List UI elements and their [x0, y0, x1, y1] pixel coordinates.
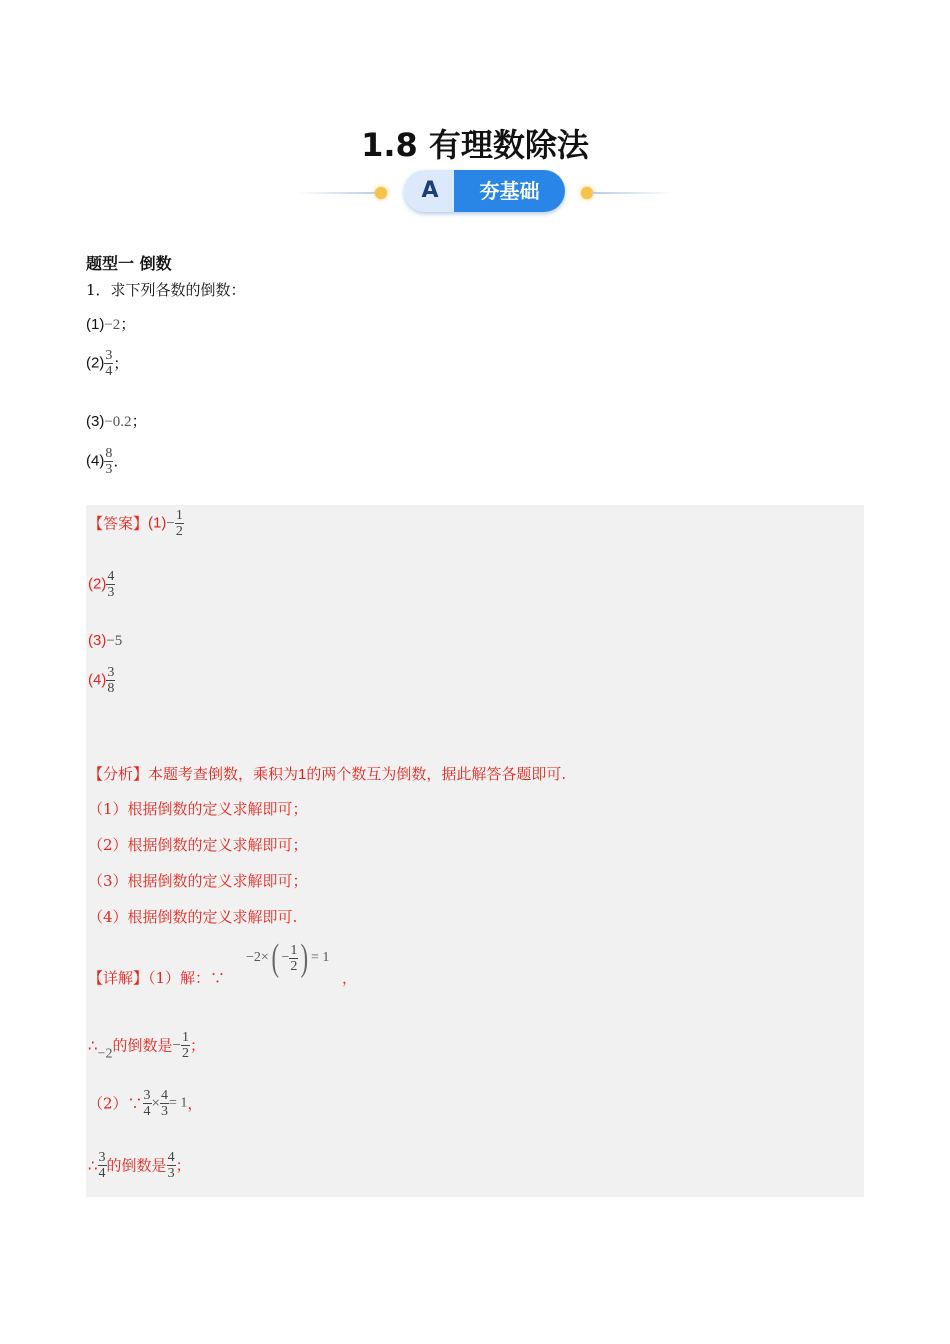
- analysis-intro: 【分析】本题考查倒数，乘积为1的两个数互为倒数，据此解答各题即可.: [88, 765, 567, 783]
- fraction: $\frac{1}{2}$: [175, 508, 183, 539]
- analysis-prefix: 【分析】: [88, 765, 149, 783]
- level-badge: [404, 170, 565, 212]
- detail-step1-intro: 【详解】（1）解：∵: [88, 969, 226, 987]
- answer-item-1: 【答案】(1)− $\frac{1}{2}$: [88, 508, 183, 539]
- detail-prefix: 【详解】: [88, 969, 149, 987]
- level-badge-row: [0, 168, 950, 214]
- fraction: $\frac{1}{2}$: [181, 1030, 189, 1061]
- detail-step1-end: ，: [342, 969, 358, 987]
- answer-item-4: (4) $\frac{3}{8}$: [88, 665, 115, 696]
- detail-step1-expression: −2×( − $\frac{1}{2}$ ) = 1: [246, 937, 330, 979]
- page-title: 1.8 有理数除法: [361, 126, 589, 164]
- fraction: $\frac{4}{3}$: [167, 1150, 175, 1181]
- answer-item-2: (2) $\frac{4}{3}$: [88, 569, 115, 600]
- analysis-line: （3）根据倒数的定义求解即可；: [88, 872, 308, 890]
- fraction: $\frac{4}{3}$: [107, 569, 115, 600]
- decorative-line-left: [296, 192, 378, 194]
- analysis-line: （4）根据倒数的定义求解即可.: [88, 908, 298, 926]
- fraction: $\frac{3}{4}$: [98, 1150, 106, 1181]
- question-item-3: (3)−0.2；: [86, 412, 147, 430]
- level-letter: A: [404, 170, 456, 212]
- fraction: $\frac{1}{2}$: [290, 942, 298, 974]
- section-heading: 题型一 倒数: [86, 254, 172, 273]
- detail-step2-line: （2）∵ $\frac{3}{4}$ × $\frac{4}{3}$ = 1，: [88, 1088, 203, 1119]
- question-item-2: (2) $\frac{3}{4}$ ；: [86, 348, 129, 379]
- fraction: $\frac{8}{3}$: [105, 446, 113, 477]
- decorative-dot-left: [375, 187, 387, 199]
- fraction: $\frac{3}{4}$: [105, 348, 113, 379]
- fraction: $\frac{3}{4}$: [143, 1088, 151, 1119]
- answer-prefix: 【答案】: [88, 514, 149, 533]
- fraction: $\frac{4}{3}$: [161, 1088, 169, 1119]
- analysis-line: （1）根据倒数的定义求解即可；: [88, 800, 308, 818]
- fraction: $\frac{3}{8}$: [107, 665, 115, 696]
- level-label: 夯基础: [454, 170, 565, 212]
- decorative-line-right: [592, 192, 674, 194]
- question-item-4: (4) $\frac{8}{3}$ .: [86, 446, 119, 477]
- answer-item-3: (3)−5: [88, 632, 123, 649]
- analysis-line: （2）根据倒数的定义求解即可；: [88, 836, 308, 854]
- detail-step2-conclusion: ∴ $\frac{3}{4}$ 的倒数是 $\frac{4}{3}$ ；: [88, 1150, 191, 1181]
- detail-step1-conclusion: ∴−2的倒数是− $\frac{1}{2}$ ；: [88, 1030, 205, 1062]
- question-item-1: (1)−2；: [86, 315, 136, 333]
- question-stem: 1．求下列各数的倒数：: [86, 281, 246, 299]
